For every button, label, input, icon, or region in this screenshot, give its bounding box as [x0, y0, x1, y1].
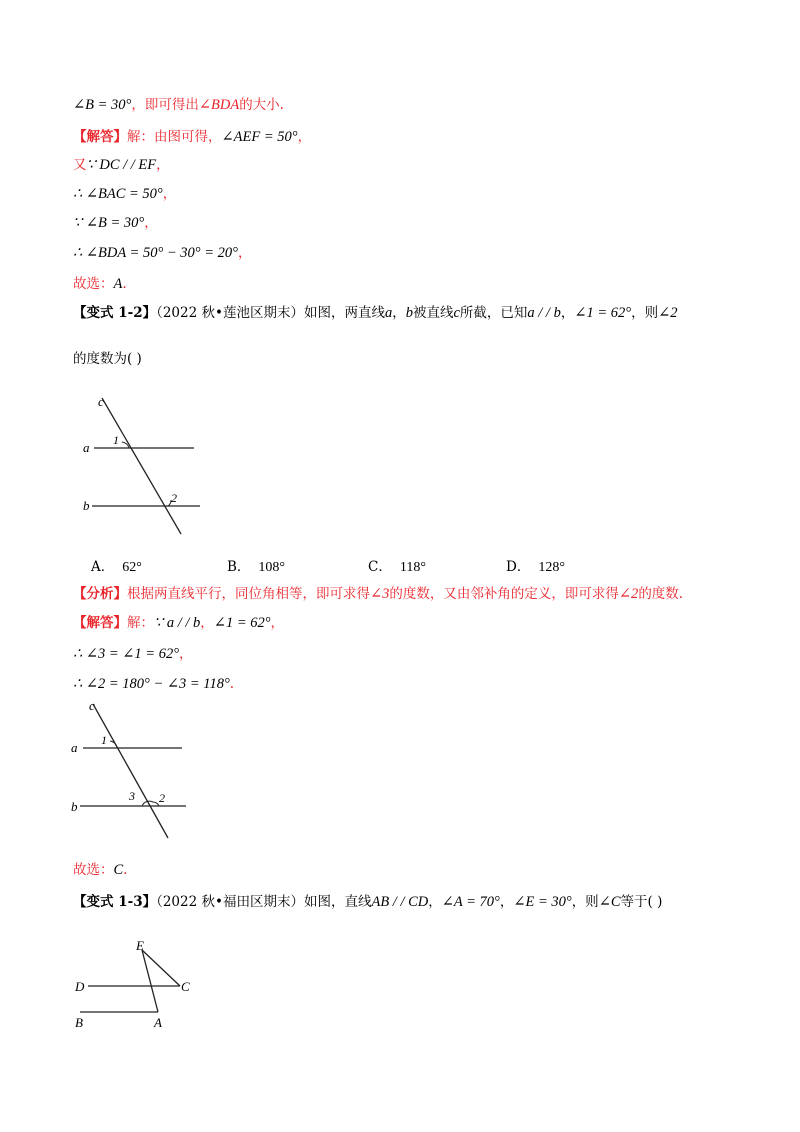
m: ∠3 — [370, 586, 390, 602]
cond: a / / b — [527, 305, 561, 321]
math: ∴ ∠2 = 180° − ∠3 = 118° — [73, 676, 230, 692]
text: 的大小. — [239, 97, 284, 113]
angle-mark-1 — [110, 741, 117, 748]
text-line-4 — [73, 185, 176, 203]
math: ∴ ∠3 = ∠1 = 62° — [73, 646, 180, 662]
a1: ∠A = 70° — [441, 894, 500, 910]
ask: ，则 — [631, 305, 659, 321]
figure-triangle-parallel — [68, 936, 208, 1036]
problem-1-3 — [73, 893, 662, 911]
text-line-5 — [73, 214, 158, 232]
mid: 被直线 — [412, 305, 454, 321]
sep: ， — [428, 894, 442, 910]
value: 118° — [399, 560, 426, 575]
target: ∠C — [598, 894, 621, 910]
sep: ， — [200, 615, 214, 631]
angle: ∠1 = 62° — [574, 305, 632, 321]
text: 的度数为 — [73, 351, 127, 367]
punct: ， — [144, 215, 158, 231]
paren: ( ) — [647, 894, 663, 910]
math: ∵ a / / b — [154, 615, 201, 631]
text: 解：由图可得， — [127, 129, 222, 145]
punct: ， — [162, 186, 177, 202]
segment-ea — [142, 950, 158, 1012]
text-line-1 — [73, 96, 284, 114]
choice-line-2 — [73, 861, 127, 879]
label-b: b — [71, 799, 78, 814]
punct: ， — [156, 157, 170, 173]
letter: D． — [506, 559, 531, 575]
problem-1-2-line2 — [73, 350, 142, 368]
value: 62° — [122, 560, 142, 575]
label-2: 2 — [159, 791, 165, 805]
transversal-c — [102, 398, 181, 534]
answer2-line-3 — [73, 675, 234, 693]
text: 的度数. — [638, 586, 684, 602]
analysis-line — [73, 585, 683, 603]
target: ∠2 — [658, 305, 678, 321]
choice-line-1 — [73, 275, 127, 293]
value: 108° — [258, 560, 286, 575]
text: 解： — [127, 615, 154, 631]
paren: ( ) — [127, 351, 142, 367]
punct: ， — [297, 129, 312, 145]
a2: ∠E = 30° — [513, 894, 572, 910]
option-c — [368, 555, 426, 576]
option-d — [506, 555, 565, 576]
label-b: B — [75, 1015, 83, 1030]
angle-mark-2-3 — [142, 801, 159, 806]
label-c: c — [98, 394, 104, 409]
math: ∠1 = 62° — [213, 615, 271, 631]
text: 故选： — [73, 276, 114, 292]
text-line-6 — [73, 244, 251, 262]
source: （2022 秋•莲池区期末）如图，两直线 — [156, 305, 385, 321]
option-b — [227, 555, 285, 576]
segment-ec — [142, 950, 180, 986]
figure-parallel-lines-2 — [68, 696, 198, 846]
label-a: a — [71, 740, 78, 755]
answer2-line-2 — [73, 645, 193, 663]
letter: A． — [91, 559, 115, 575]
tail: 等于 — [620, 894, 648, 910]
punct: ， — [270, 615, 285, 631]
letter: B． — [227, 559, 251, 575]
answer-line-2 — [73, 614, 284, 632]
problem-tag: 【变式 1-3】 — [73, 894, 157, 910]
label-a: A — [154, 1015, 162, 1030]
punct: ， — [179, 646, 193, 662]
math: C — [113, 862, 124, 878]
text: ，即可得出 — [131, 97, 199, 113]
punct: ， — [237, 245, 252, 261]
math: ∵ ∠B = 30° — [73, 215, 145, 231]
transversal-c — [93, 704, 168, 838]
punct: . — [123, 862, 128, 878]
a: a — [384, 305, 393, 321]
math: A — [113, 276, 123, 292]
label-3: 3 — [129, 789, 135, 803]
label-1: 1 — [101, 733, 107, 747]
text: 根据两直线平行，同位角相等，即可求得 — [127, 586, 370, 602]
c: c — [453, 305, 460, 321]
sep: ， — [499, 894, 514, 910]
text: 的度数，又由邻补角的定义，即可求得 — [389, 586, 619, 602]
answer-label: 【解答】 — [73, 129, 127, 145]
ask: ，则 — [571, 894, 599, 910]
option-a — [91, 555, 142, 576]
label-2: 2 — [171, 491, 177, 505]
text: 故选： — [73, 862, 114, 878]
problem-1-2 — [73, 304, 677, 322]
analysis-label: 【分析】 — [73, 586, 127, 602]
math: ∵ DC / / EF — [86, 157, 157, 173]
label-a: a — [83, 440, 90, 455]
math-angle-b: ∠B = 30° — [73, 97, 132, 113]
math: ∴ ∠BDA = 50° − 30° = 20° — [73, 245, 238, 261]
punct: . — [122, 276, 127, 292]
text: 又 — [73, 157, 87, 173]
label-d: D — [75, 979, 85, 994]
problem-tag: 【变式 1-2】 — [73, 305, 157, 321]
math: ∴ ∠BAC = 50° — [73, 186, 163, 202]
b: b — [405, 305, 413, 321]
cond: AB / / CD — [371, 894, 429, 910]
math: ∠BDA — [198, 97, 240, 113]
label-b: b — [83, 498, 90, 513]
source: （2022 秋•福田区期末）如图，直线 — [156, 894, 372, 910]
m: ∠2 — [618, 586, 639, 602]
figure-parallel-lines-1 — [78, 392, 208, 542]
label-c: c — [89, 698, 95, 713]
sep: ， — [560, 305, 575, 321]
answer-line-1 — [73, 128, 311, 146]
label-e: E — [136, 938, 144, 953]
label-1: 1 — [113, 433, 119, 447]
cut: 所截，已知 — [459, 305, 528, 321]
text-line-3 — [73, 156, 170, 174]
label-c: C — [181, 979, 190, 994]
sep: ， — [392, 305, 406, 321]
answer-label: 【解答】 — [73, 615, 127, 631]
letter: C． — [368, 559, 392, 575]
punct: . — [229, 676, 235, 692]
value: 128° — [538, 560, 565, 575]
math: ∠AEF = 50° — [221, 129, 298, 145]
